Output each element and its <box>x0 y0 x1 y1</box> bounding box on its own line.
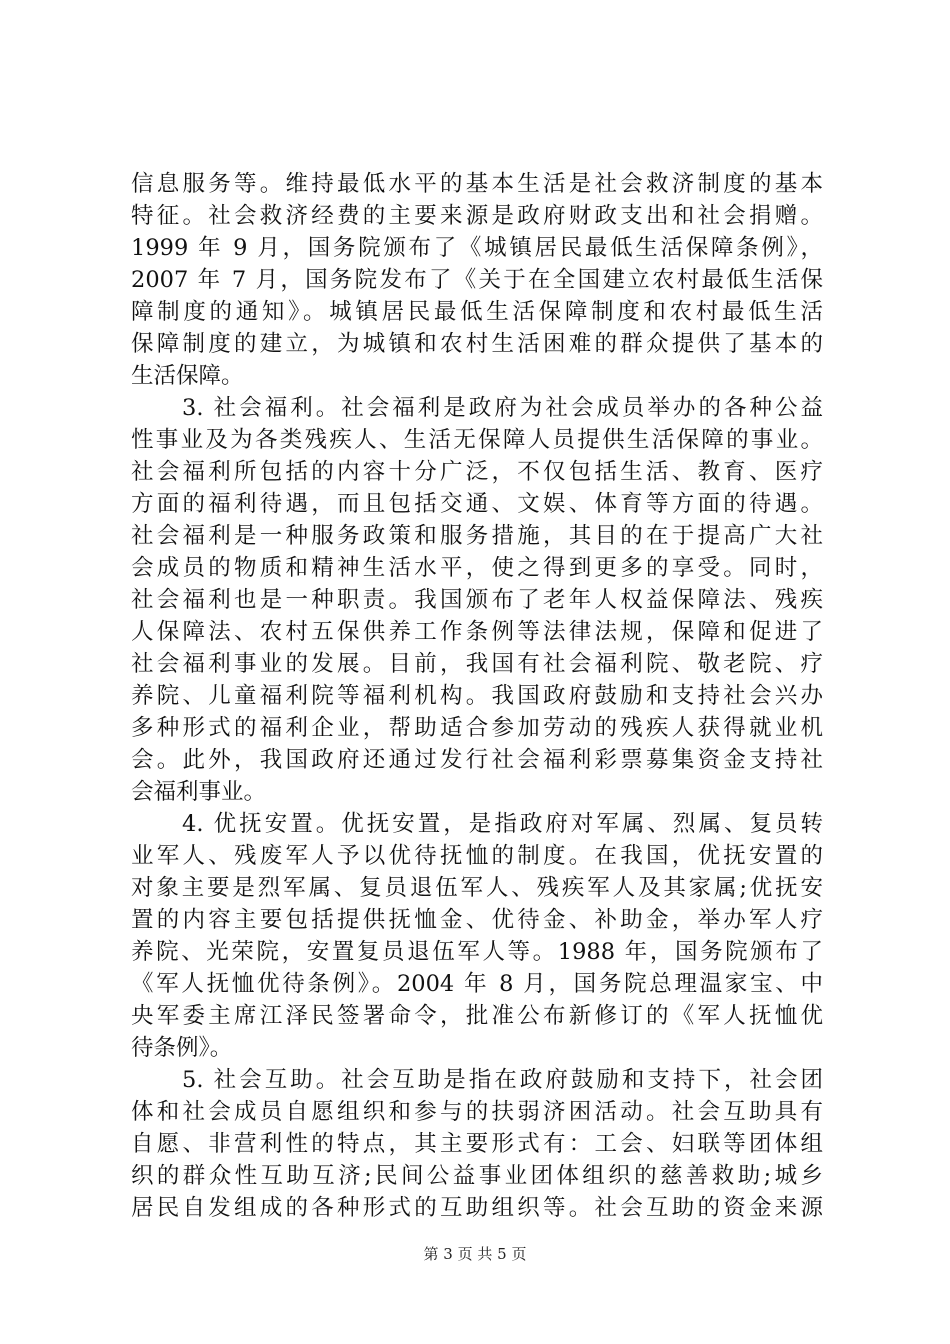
text-line: 社会福利也是一种职责。我国颁布了老年人权益保障法、残疾 <box>131 587 823 613</box>
text-line: 特征。社会救济经费的主要来源是政府财政支出和社会捐赠。 <box>131 203 823 229</box>
text-line: 2007 年 7 月，国务院发布了《关于在全国建立农村最低生活保 <box>131 267 823 293</box>
document-body <box>131 168 823 1224</box>
text-line: 会成员的物质和精神生活水平，使之得到更多的享受。同时， <box>131 555 823 581</box>
text-line: 居民自发组成的各种形式的互助组织等。社会互助的资金来源 <box>131 1195 823 1221</box>
text-line: 养院、光荣院，安置复员退伍军人等。1988 年，国务院颁布了 <box>131 939 823 965</box>
text-line: 1999 年 9 月，国务院颁布了《城镇居民最低生活保障条例》， <box>131 235 823 261</box>
text-line: 社会福利事业的发展。目前，我国有社会福利院、敬老院、疗 <box>131 651 823 677</box>
text-line: 对象主要是烈军属、复员退伍军人、残疾军人及其家属;优抚安 <box>131 875 823 901</box>
text-line: 社会福利所包括的内容十分广泛，不仅包括生活、教育、医疗 <box>131 459 823 485</box>
text-line: 3. 社会福利。社会福利是政府为社会成员举办的各种公益 <box>131 395 823 421</box>
text-line: 《军人抚恤优待条例》。2004 年 8 月，国务院总理温家宝、中 <box>131 971 823 997</box>
text-line: 多种形式的福利企业，帮助适合参加劳动的残疾人获得就业机 <box>131 715 823 741</box>
text-line: 养院、儿童福利院等福利机构。我国政府鼓励和支持社会兴办 <box>131 683 823 709</box>
text-line: 织的群众性互助互济;民间公益事业团体组织的慈善救助;城乡 <box>131 1163 823 1189</box>
text-line: 待条例》。 <box>131 1035 233 1061</box>
text-line: 置的内容主要包括提供抚恤金、优待金、补助金，举办军人疗 <box>131 907 823 933</box>
text-line: 生活保障。 <box>131 363 244 389</box>
text-line: 障制度的通知》。城镇居民最低生活保障制度和农村最低生活 <box>131 299 823 325</box>
text-line: 5. 社会互助。社会互助是指在政府鼓励和支持下，社会团 <box>131 1067 823 1093</box>
text-line: 人保障法、农村五保供养工作条例等法律法规，保障和促进了 <box>131 619 823 645</box>
text-line: 会福利事业。 <box>131 779 267 805</box>
text-line: 体和社会成员自愿组织和参与的扶弱济困活动。社会互助具有 <box>131 1099 823 1125</box>
text-line: 央军委主席江泽民签署命令，批准公布新修订的《军人抚恤优 <box>131 1003 823 1029</box>
text-line: 方面的福利待遇，而且包括交通、文娱、体育等方面的待遇。 <box>131 491 823 517</box>
text-line: 自愿、非营利性的特点，其主要形式有：工会、妇联等团体组 <box>131 1131 823 1157</box>
page-number-footer: 第 3 页 共 5 页 <box>423 1245 527 1263</box>
text-line: 会。此外，我国政府还通过发行社会福利彩票募集资金支持社 <box>131 747 823 773</box>
text-line: 社会福利是一种服务政策和服务措施，其目的在于提高广大社 <box>131 523 823 549</box>
text-line: 保障制度的建立，为城镇和农村生活困难的群众提供了基本的 <box>131 331 823 357</box>
text-line: 4. 优抚安置。优抚安置，是指政府对军属、烈属、复员转 <box>131 811 823 837</box>
text-line: 业军人、残废军人予以优待抚恤的制度。在我国，优抚安置的 <box>131 843 823 869</box>
text-line: 性事业及为各类残疾人、生活无保障人员提供生活保障的事业。 <box>131 427 823 453</box>
text-line: 信息服务等。维持最低水平的基本生活是社会救济制度的基本 <box>131 171 823 197</box>
